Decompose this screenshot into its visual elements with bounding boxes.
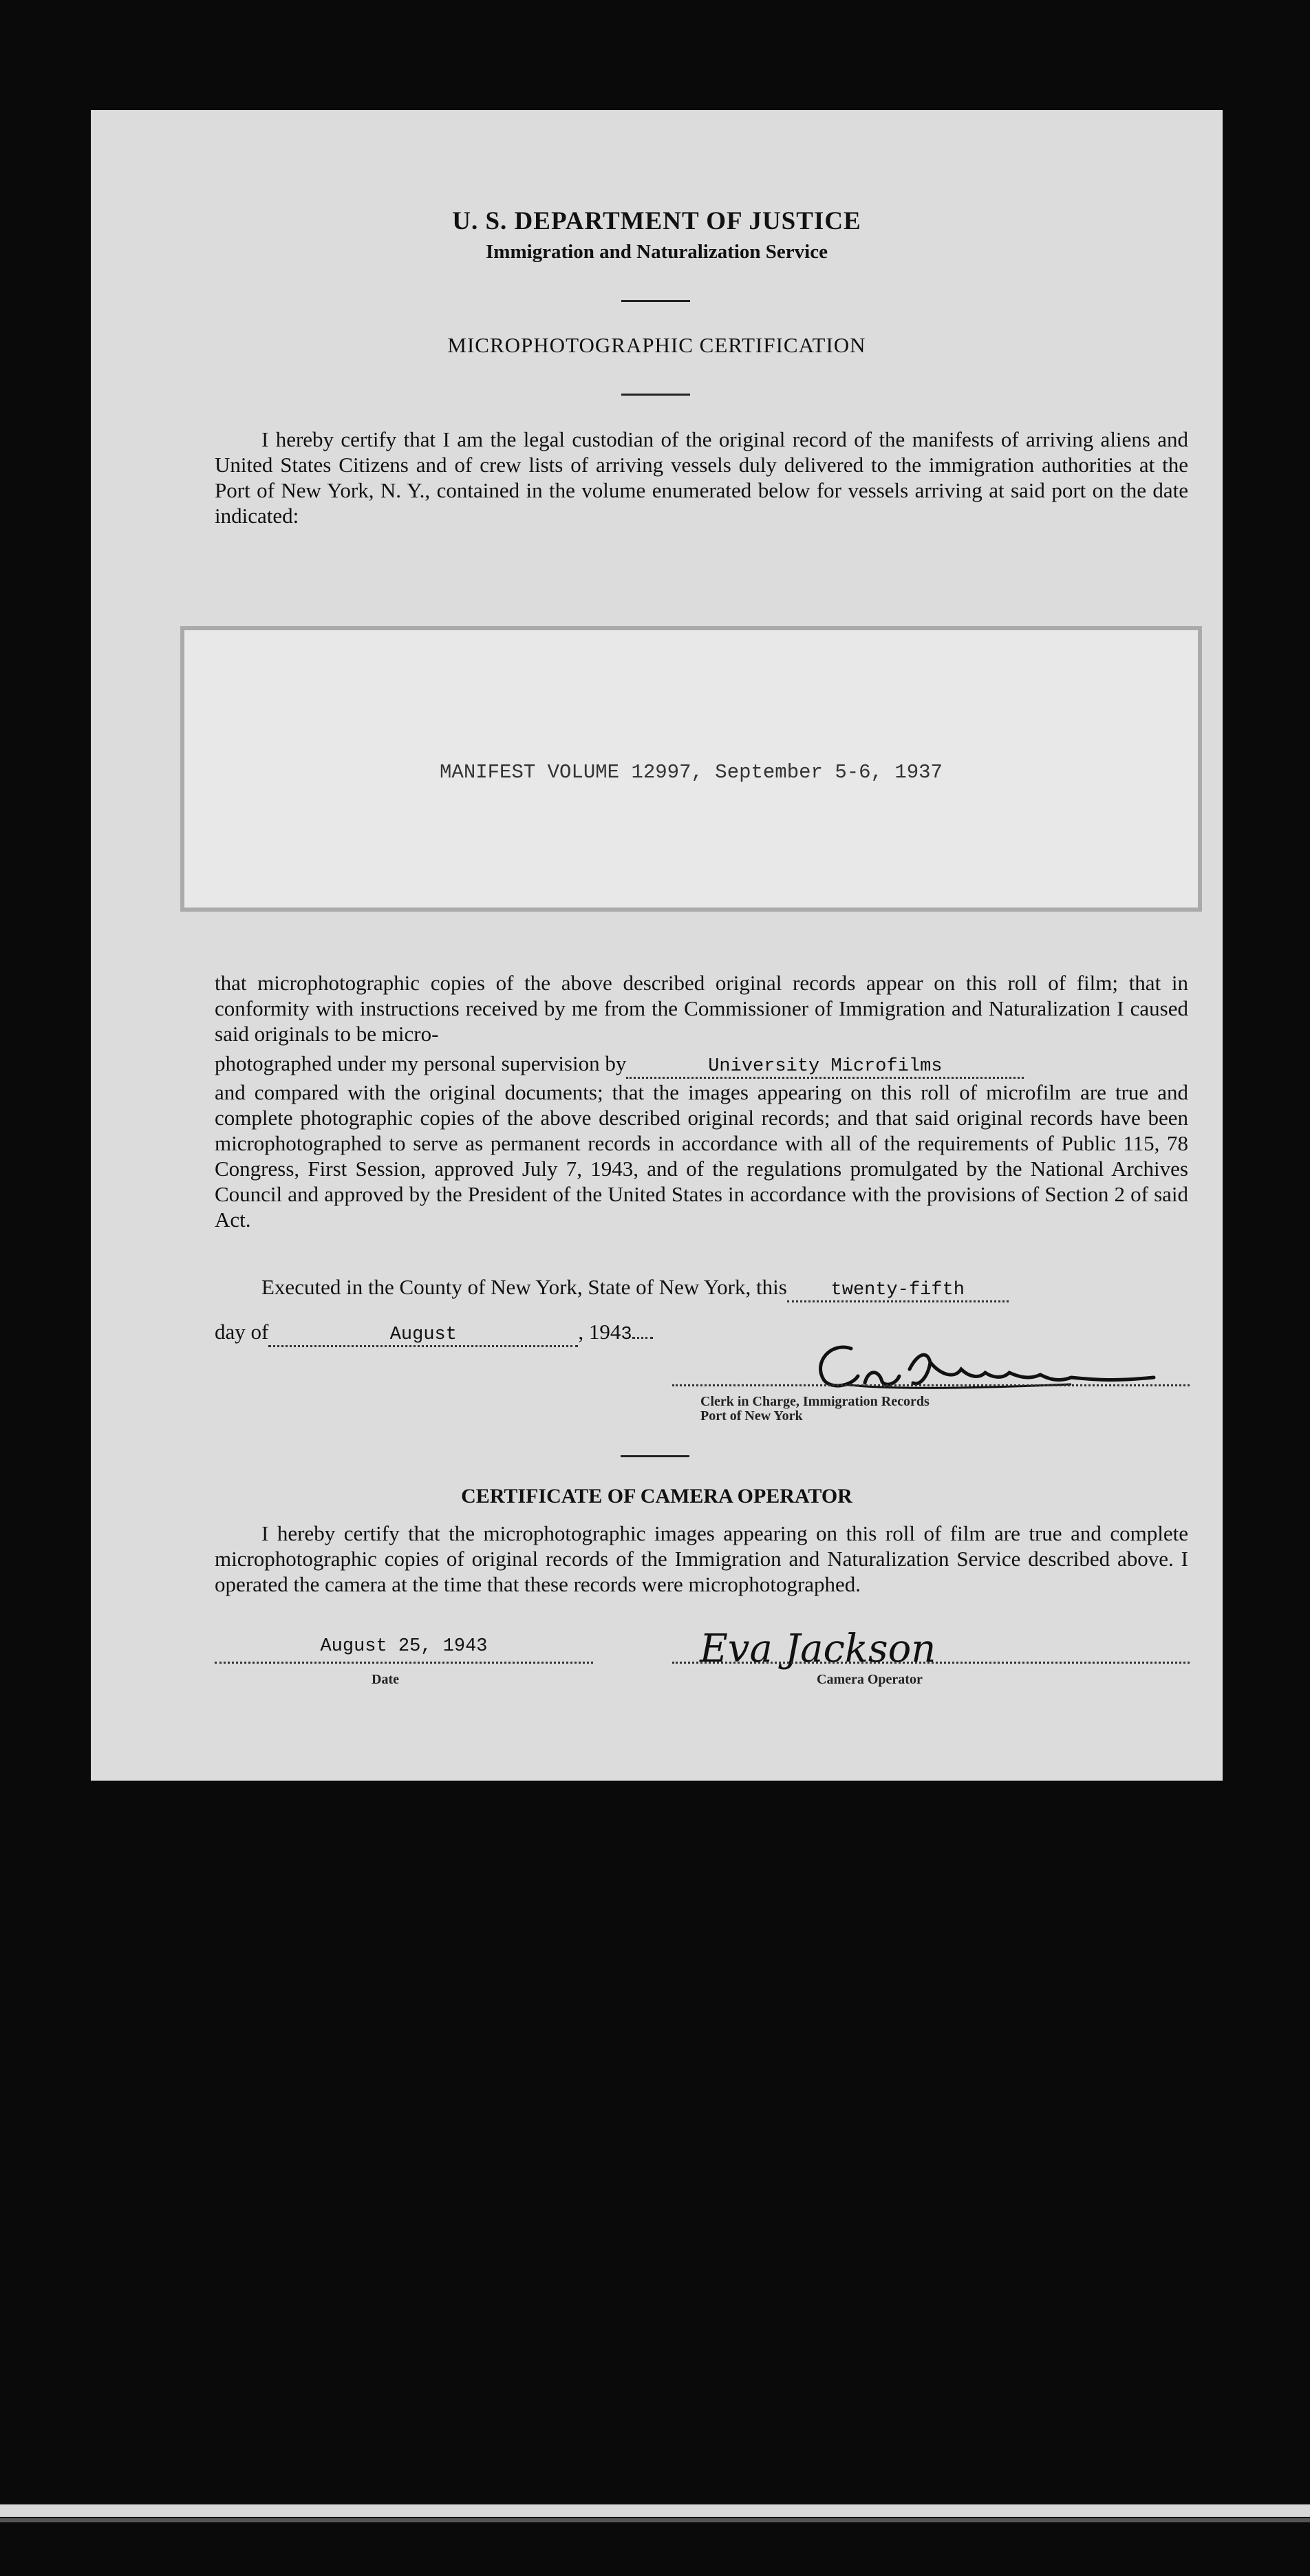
film-edge-shadow	[0, 2518, 1310, 2522]
supervision-line	[215, 1051, 1188, 1079]
month-field: August	[268, 1324, 578, 1347]
executed-prefix: Executed in the County of New York, State of New York, this	[261, 1275, 787, 1299]
clerk-title: Clerk in Charge, Immigration Records	[700, 1394, 930, 1409]
clerk-signature-line	[672, 1384, 1190, 1386]
camera-text: I hereby certify that the microphotographic images appearing on this roll of film are true and complete microphotographic copies of original records of the Immigration and Naturalization Service described above. I operated the camera at the time that these records were microphotographed.	[215, 1521, 1188, 1596]
year-digit: 3	[621, 1324, 632, 1345]
clerk-place: Port of New York	[700, 1408, 803, 1424]
clerk-signature	[748, 1321, 1188, 1404]
day-of-label: day of	[215, 1320, 269, 1344]
operator-label: Camera Operator	[817, 1672, 923, 1687]
camera-date-field: August 25, 1943	[320, 1636, 488, 1657]
agency-title: U. S. DEPARTMENT OF JUSTICE	[452, 207, 861, 235]
form-title: MICROPHOTOGRAPHIC CERTIFICATION	[447, 333, 866, 357]
manifest-volume-label: MANIFEST VOLUME 12997, September 5-6, 1937	[440, 761, 943, 784]
intro-text: I hereby certify that I am the legal custodian of the original record of the manifests of arriving aliens and United States Citizens and of crew lists of arriving vessels duly delivered to the immigration authorities at the Port of New York, N. Y., contained in the volume enumerated below for vessels arriving at said port on the date indicated:	[215, 427, 1188, 528]
executed-line	[261, 1275, 1190, 1302]
camera-paragraph	[215, 1521, 1188, 1597]
operator-signature-line	[672, 1662, 1190, 1664]
operator-signature-lettering	[699, 1627, 936, 1671]
body-paragraph-1	[215, 970, 1188, 1046]
body-text-1: that microphotographic copies of the above described original records appear on this roll of film; that in conformity with instructions received by me from the Commissioner of Immigration and Naturalization I caused said originals to be micro-	[215, 971, 1188, 1046]
year-prefix: , 194	[578, 1320, 621, 1344]
service-subtitle: Immigration and Naturalization Service	[486, 241, 828, 263]
camera-date-line	[215, 1662, 593, 1664]
divider-3	[621, 1455, 689, 1457]
day-field: twenty-fifth	[787, 1280, 1009, 1302]
body-text-2: and compared with the original documents; that the images appearing on this roll of microfilm are true and complete photographic copies of the above described original records; and that said original records have been microphotographed to serve as permanent records in accordance with all of the requirements of Public 115, 78 Congress, First Session, approved July 7, 1943, and of the regulations promulgated by the National Archives Council and approved by the President of the United States in accordance with the provisions of Section 2 of said Act.	[215, 1080, 1188, 1232]
intro-paragraph	[215, 427, 1188, 528]
certificate-page	[91, 110, 1223, 1781]
year-dots	[632, 1337, 653, 1339]
operator-signature-text: Eva Jackson	[700, 1627, 936, 1671]
camera-heading: CERTIFICATE OF CAMERA OPERATOR	[461, 1485, 852, 1507]
divider-2	[621, 394, 690, 396]
manifest-volume-card	[180, 626, 1202, 912]
film-edge-strip	[0, 2504, 1310, 2517]
date-line	[215, 1320, 653, 1347]
body-paragraph-2	[215, 1080, 1188, 1232]
date-label: Date	[372, 1672, 399, 1687]
divider-top	[621, 300, 690, 302]
supervision-prefix: photographed under my personal supervision by	[215, 1051, 627, 1075]
supervisor-field: University Microfilms	[626, 1056, 1024, 1079]
